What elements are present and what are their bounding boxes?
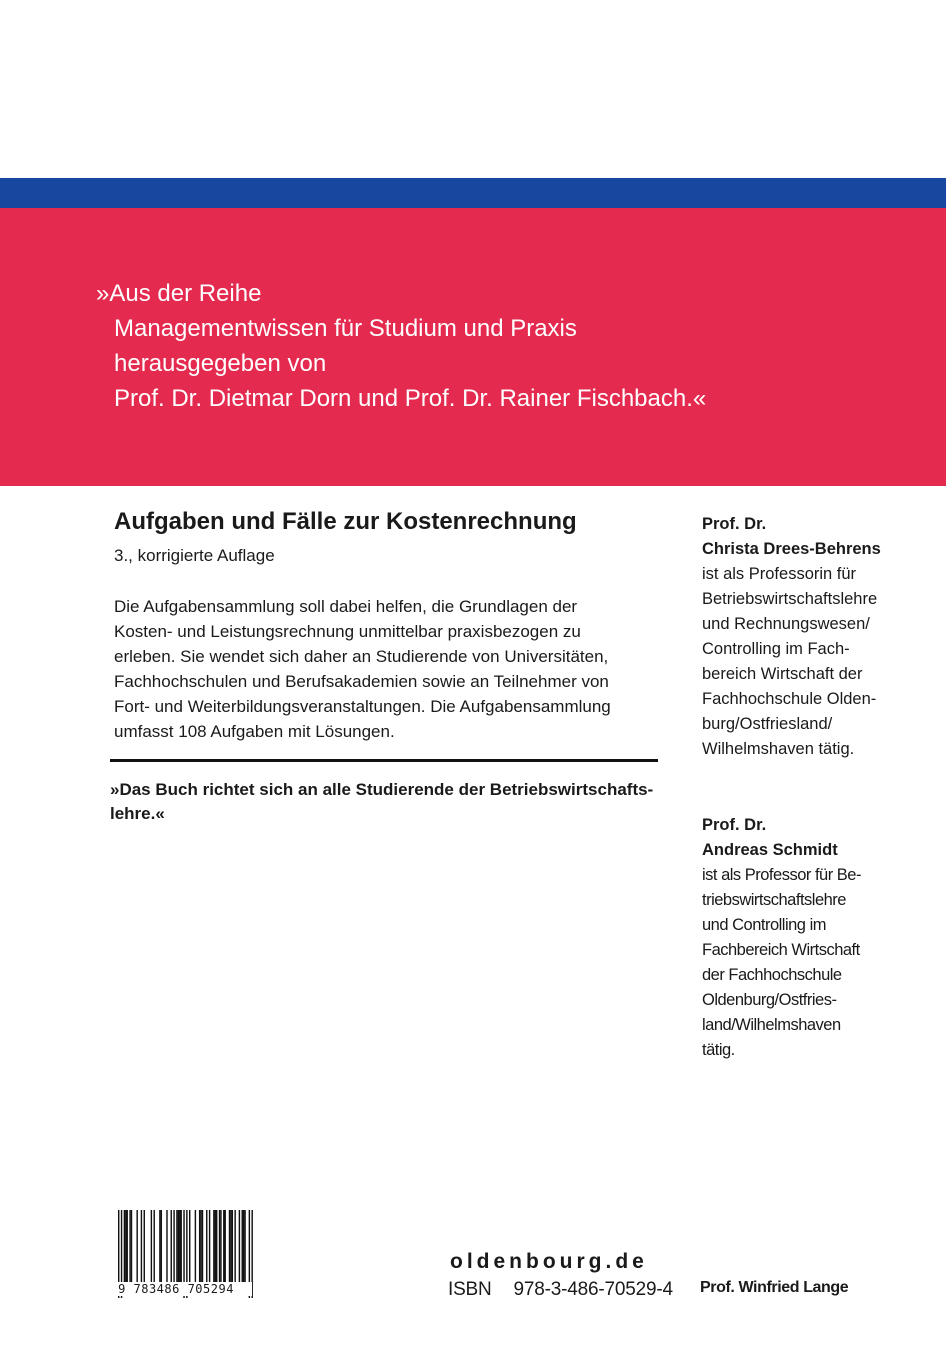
publisher-website: oldenbourg.de	[450, 1250, 648, 1273]
bio-line: burg/Ostfriesland/	[702, 715, 833, 733]
bio-line: tätig.	[702, 1041, 735, 1059]
quote-line: »Das Buch richtet sich an alle Studierende der Betriebswirtschafts-	[110, 780, 654, 799]
author-bio-drees-behrens	[702, 512, 881, 762]
bio-line: Betriebswirtschaftslehre	[702, 590, 878, 608]
barcode-bar	[141, 1210, 142, 1282]
barcode-bar	[180, 1210, 181, 1282]
barcode-bar	[124, 1210, 125, 1282]
barcode-bar	[234, 1210, 235, 1282]
barcode-bar	[209, 1210, 210, 1282]
bio-line: und Rechnungswesen/	[702, 615, 870, 633]
barcode-bar	[189, 1210, 190, 1282]
barcode-bar	[179, 1210, 180, 1282]
barcode-bar	[129, 1210, 130, 1282]
description-line: Fort- und Weiterbildungsveranstaltungen. Die Aufgabensammlung	[114, 697, 611, 716]
isbn-number: 978-3-486-70529-4	[513, 1279, 673, 1300]
barcode-bar	[127, 1210, 128, 1282]
barcode-bar	[131, 1210, 132, 1282]
bio-line: Fachhochschule Olden-	[702, 690, 877, 708]
barcode-bar	[232, 1210, 233, 1282]
barcode-bar	[239, 1210, 240, 1282]
barcode-bar	[151, 1210, 152, 1282]
barcode-bar	[219, 1210, 220, 1282]
barcode-bar	[242, 1210, 243, 1282]
barcode-bar	[243, 1210, 244, 1282]
barcode-bar	[161, 1210, 162, 1282]
series-line: herausgegeben von	[114, 350, 327, 377]
barcode-bar	[136, 1210, 137, 1282]
description-line: Die Aufgabensammlung soll dabei helfen, die Grundlagen der	[114, 597, 578, 616]
barcode-bar	[223, 1210, 224, 1282]
barcode-bar	[176, 1210, 177, 1282]
author-title: Prof. Dr.	[702, 816, 767, 834]
cover-designer: Prof. Winfried Lange	[700, 1279, 849, 1296]
barcode-bar	[213, 1210, 214, 1282]
bio-line: Wilhelmshaven tätig.	[702, 740, 855, 758]
bio-line: ist als Professorin für	[702, 565, 857, 583]
bio-line: und Controlling im	[702, 916, 826, 934]
description-line: erleben. Sie wendet sich daher an Studierende von Universitäten,	[114, 647, 609, 666]
bio-line: Fachbereich Wirtschaft	[702, 941, 860, 959]
barcode-bar	[244, 1210, 245, 1282]
series-line: Managementwissen für Studium und Praxis	[114, 315, 577, 342]
barcode-bar	[200, 1210, 201, 1282]
description-line: Kosten- und Leistungsrechnung unmittelbar praxisbezogen zu	[114, 622, 581, 641]
barcode-bar	[202, 1210, 203, 1282]
barcode-bar	[154, 1210, 155, 1282]
book-description	[114, 594, 674, 744]
series-line: »Aus der Reihe	[96, 280, 262, 307]
author-name: Christa Drees-Behrens	[702, 540, 881, 558]
author-name: Andreas Schmidt	[702, 841, 838, 859]
series-statement	[96, 276, 706, 416]
barcode-bar	[144, 1210, 145, 1282]
author-title: Prof. Dr.	[702, 515, 767, 533]
bio-line: Controlling im Fach-	[702, 640, 850, 658]
bio-line: der Fachhochschule	[702, 966, 842, 984]
barcode-bar	[178, 1210, 179, 1282]
barcode-bar	[171, 1210, 172, 1282]
bio-line: ist als Professor für Be-	[702, 866, 861, 884]
barcode-bar	[220, 1210, 221, 1282]
isbn-line	[448, 1279, 673, 1301]
barcode-bar	[199, 1210, 200, 1282]
book-title: Aufgaben und Fälle zur Kostenrechnung	[114, 508, 577, 535]
quote-line: lehre.«	[110, 804, 165, 823]
barcode-bar	[159, 1210, 160, 1282]
bio-line: bereich Wirtschaft der	[702, 665, 863, 683]
author-bio-schmidt	[702, 813, 861, 1063]
divider-rule	[110, 759, 658, 762]
barcode-bar	[173, 1210, 174, 1282]
book-quote	[110, 778, 653, 826]
blue-stripe	[0, 178, 946, 208]
bio-line: Oldenburg/Ostfries-	[702, 991, 837, 1009]
barcode-bar	[195, 1210, 196, 1282]
barcode-bar	[166, 1210, 167, 1282]
bio-line: triebswirtschaftslehre	[702, 891, 846, 909]
barcode-bar	[216, 1210, 217, 1282]
barcode-bar	[125, 1210, 126, 1282]
barcode-digits: 9 783486 705294	[100, 1282, 252, 1296]
description-line: umfasst 108 Aufgaben mit Lösungen.	[114, 722, 395, 741]
bio-line: land/Wilhelmshaven	[702, 1016, 841, 1034]
barcode-bar	[206, 1210, 207, 1282]
barcode-bar	[215, 1210, 216, 1282]
isbn-label: ISBN	[448, 1279, 492, 1300]
barcode-bar	[230, 1210, 231, 1282]
series-line: Prof. Dr. Dietmar Dorn und Prof. Dr. Rainer Fischbach.«	[114, 385, 707, 412]
barcode-bar	[225, 1210, 226, 1282]
book-edition: 3., korrigierte Auflage	[114, 546, 275, 565]
description-line: Fachhochschulen und Berufsakademien sowie an Teilnehmer von	[114, 672, 609, 691]
barcode-bar	[229, 1210, 230, 1282]
